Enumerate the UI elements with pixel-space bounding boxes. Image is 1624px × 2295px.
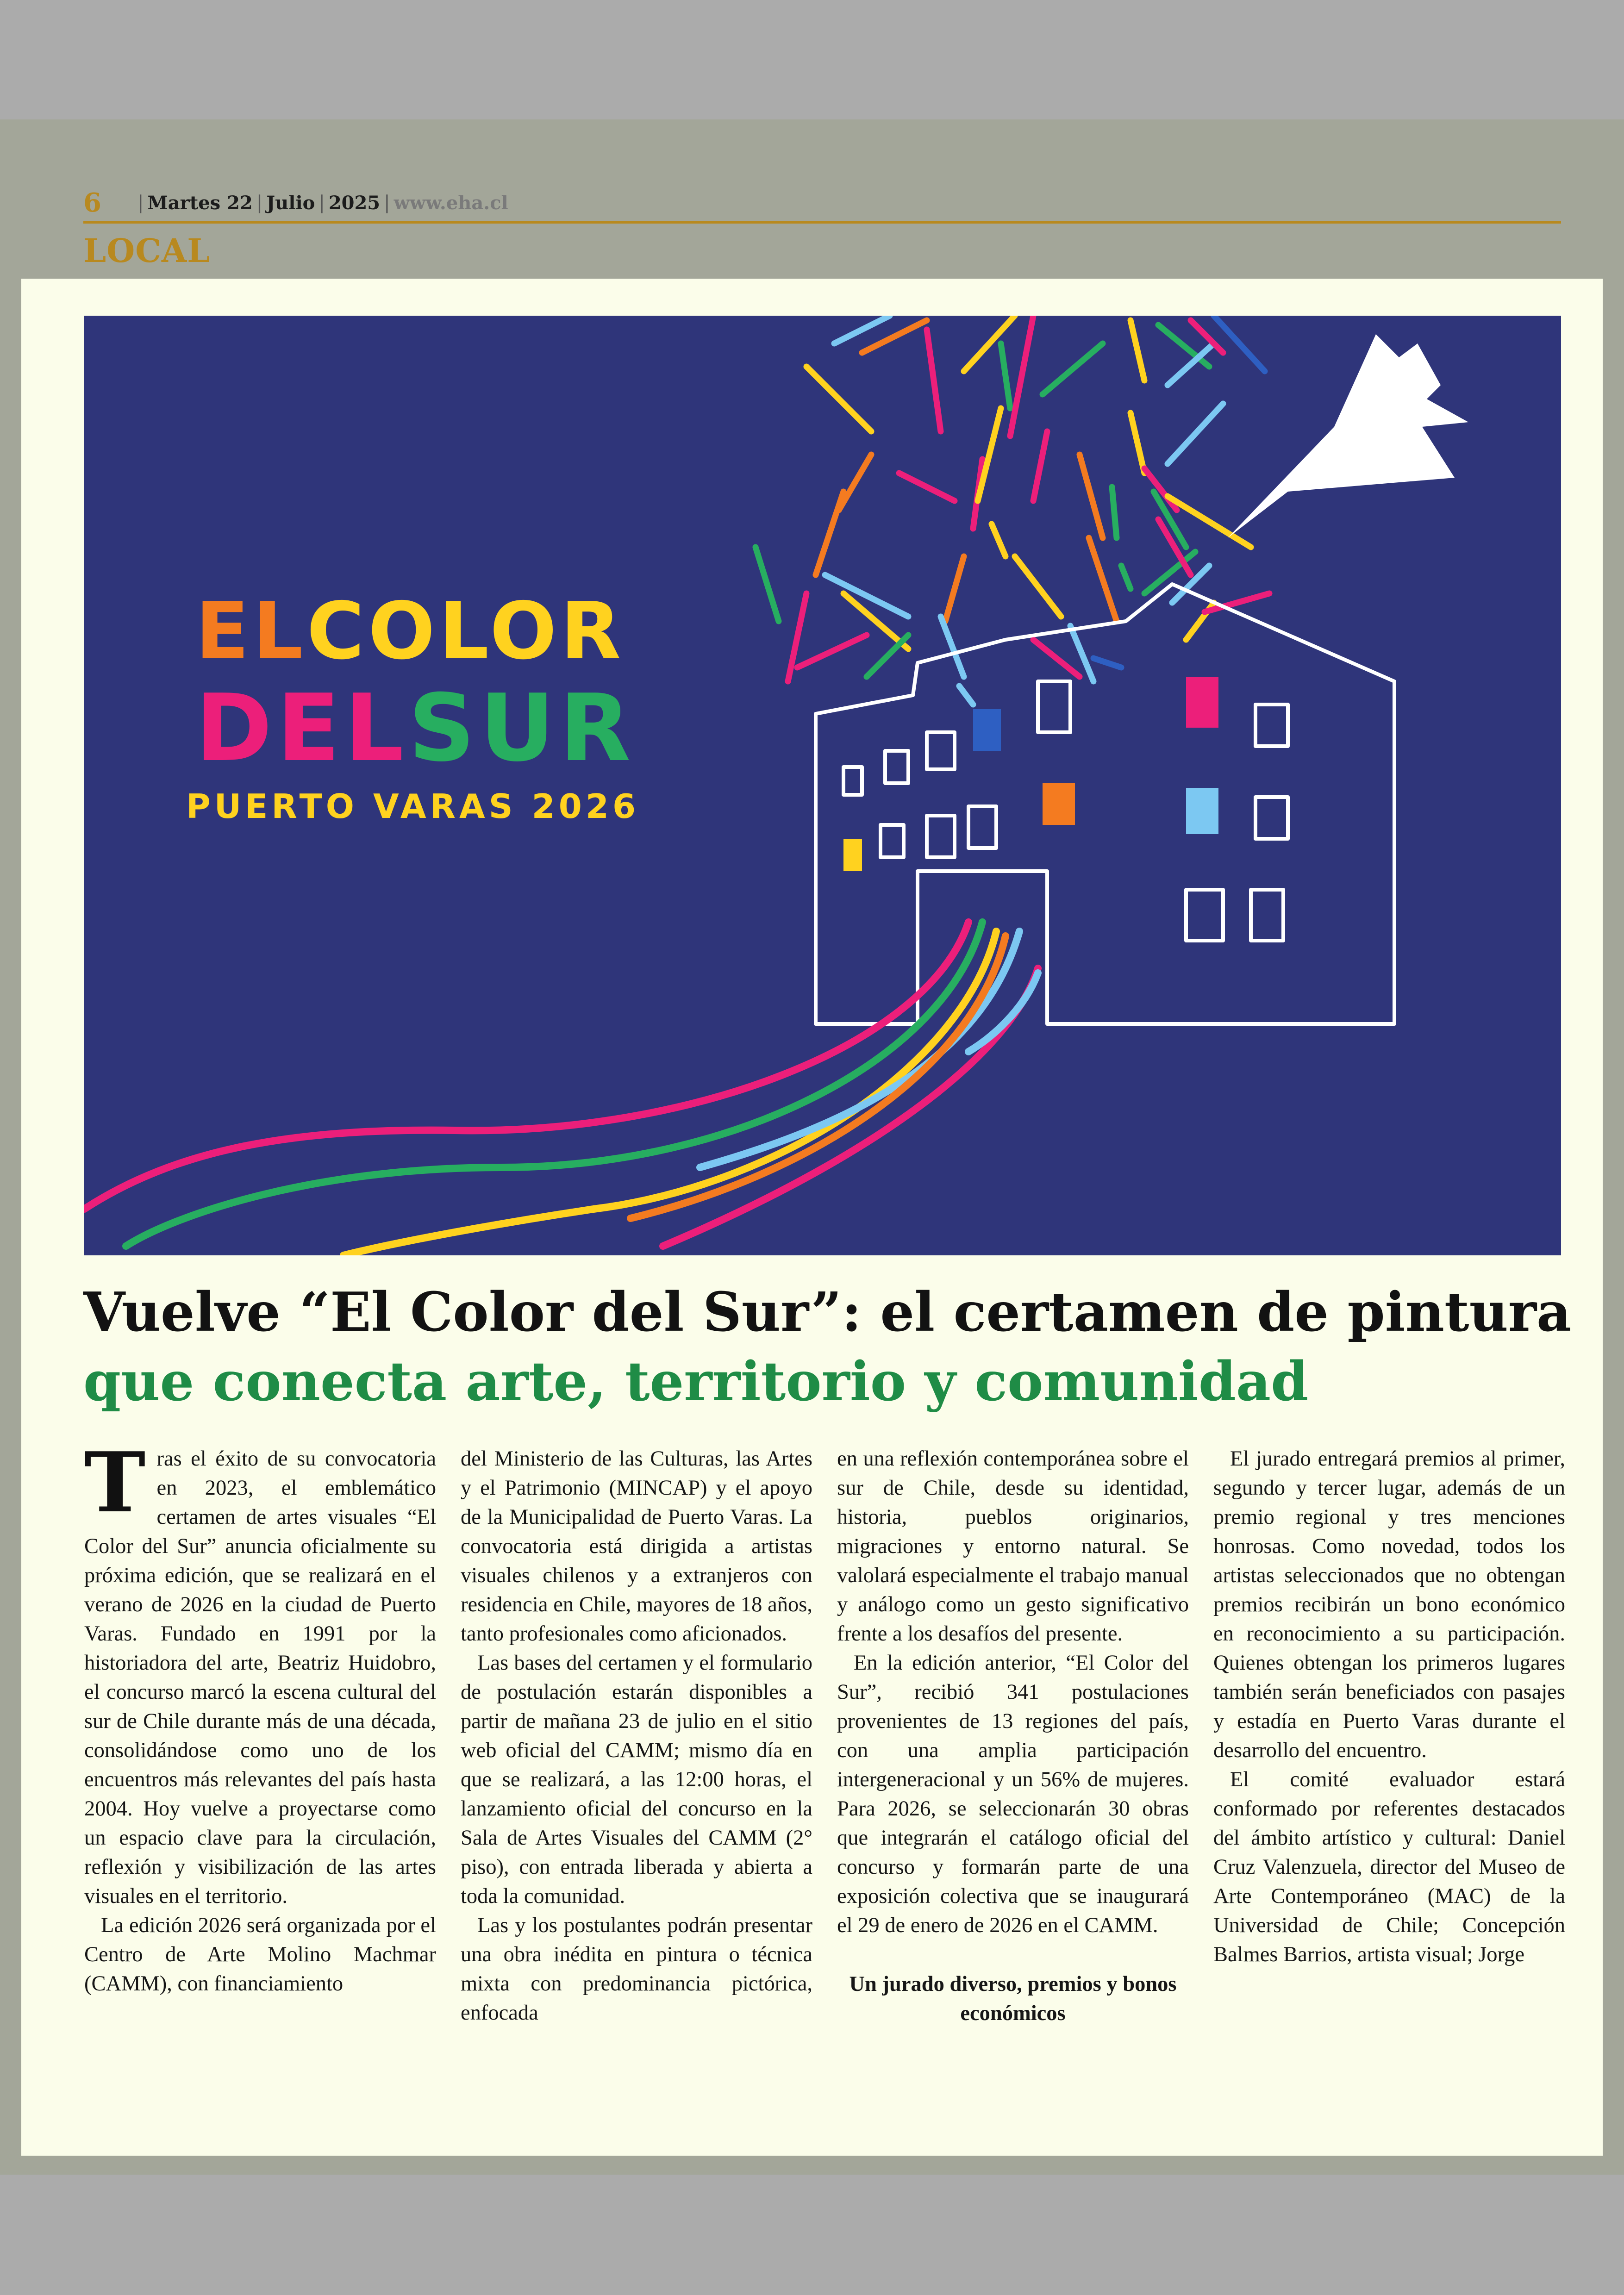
article-column-3 xyxy=(837,1444,1189,2028)
svg-text:ELCOLOR xyxy=(195,586,625,677)
page-header: 6 | Martes 22 | Julio | 2025 | www.eha.cl xyxy=(83,187,508,218)
header-rule xyxy=(83,221,1561,224)
date-month: Julio xyxy=(266,192,315,214)
poster-title xyxy=(186,586,639,826)
title-del: DEL xyxy=(195,674,409,782)
title-sur: SUR xyxy=(408,674,636,782)
paragraph: La edición 2026 será organizada por el Centro de Arte Molino Machmar (CAMM), con financiamiento xyxy=(84,1914,436,1996)
svg-text:DELSUR xyxy=(195,674,636,782)
poster-subtitle: PUERTO VARAS 2026 xyxy=(186,787,640,826)
headline-line1: Vuelve “El Color del Sur”: el certamen de pintura xyxy=(83,1281,1572,1344)
page-number: 6 xyxy=(83,187,101,218)
paragraph: En la edición anterior, “El Color del Sur”, recibió 341 postulaciones provenientes de 13 regiones del país, con una amplia participación intergeneracional y un 56% de mujeres. Para 2026, se seleccionarán 30 obras que integrarán el catálogo oficial del concurso y formarán parte de una exposición colectiva que se inaugurará el 29 de enero de 2026 en el CAMM. xyxy=(837,1651,1189,1937)
paragraph: Tras el éxito de su convocatoria en 2023, el emblemático certamen de artes visuales “El Color del Sur” anuncia oficialmente su próxima edición, que se realizará en el verano de 2026 en la ciudad de Puerto Varas. Fundado en 1991 por la historiadora del arte, Beatriz Huidobro, el concurso marcó la escena cultural del sur de Chile durante más de una década, consolidándose como uno de los encuentros más relevantes del país hasta 2004. Hoy vuelve a proyectarse como un espacio clave para la circulación, reflexión y visibilización de las artes visuales en el territorio. xyxy=(84,1434,436,1908)
website-link[interactable]: www.eha.cl xyxy=(394,192,508,214)
paragraph: El comité evaluador estará conformado por referentes destacados del ámbito artístico y cultural: Daniel Cruz Valenzuela, director del Museo de Arte Contemporáneo (MAC) de la Universidad de Chile; Concepción Balmes Barrios, artista visual; Jorge xyxy=(1213,1768,1565,1966)
section-label: LOCAL xyxy=(83,231,211,270)
paragraph: Las bases del certamen y el formulario de postulación estarán disponibles a partir de mañana 23 de julio en el sitio web oficial del CAMM; mismo día en que se realizará, a las 12:00 horas, el lanzamiento oficial del concurso en la Sala de Artes Visuales del CAMM (2° piso), con entrada liberada y abierta a toda la comunidad. xyxy=(461,1651,812,1908)
paragraph: del Ministerio de las Culturas, las Artes y el Patrimonio (MINCAP) y el apoyo de la Municipalidad de Puerto Varas. La convocatoria está dirigida a artistas visuales chilenos y a extranjeros con residencia en Chile, mayores de 18 años, tanto profesionales como aficionados. xyxy=(461,1447,812,1646)
paragraph: El jurado entregará premios al primer, segundo y tercer lugar, además de un premio regional y tres menciones honrosas. Como novedad, todos los artistas seleccionados que no obtengan premios recibirán un bono económico en reconocimiento a su participación. Quienes obtengan los primeros lugares también serán beneficiados con pasajes y estadía en Puerto Varas durante el desarrollo del encuentro. xyxy=(1213,1447,1565,1762)
article-column-2 xyxy=(461,1444,812,2027)
poster-image xyxy=(84,316,1561,1255)
date-year: 2025 xyxy=(328,192,381,214)
paragraph: en una reflexión contemporánea sobre el sur de Chile, desde su identidad, historia, pueblos originarios, migraciones y entorno natural. Se valolará especialmente el trabajo manual y análogo como un gesto significativo frente a los desafíos del presente. xyxy=(837,1447,1189,1646)
headline xyxy=(83,1278,1572,1416)
headline-line2: que conecta arte, territorio y comunidad xyxy=(83,1350,1309,1413)
subheading: Un jurado diverso, premios y bonos económicos xyxy=(849,1972,1177,2025)
drop-cap: T xyxy=(84,1434,146,1531)
paragraph: Las y los postulantes podrán presentar una obra inédita en pintura o técnica mixta con predominancia pictórica, enfocada xyxy=(461,1914,812,2025)
title-el: EL xyxy=(195,586,307,677)
date-day: Martes 22 xyxy=(147,192,253,214)
title-color: COLOR xyxy=(306,586,625,677)
article-column-1 xyxy=(84,1434,436,1998)
article-column-4 xyxy=(1213,1444,1565,1969)
